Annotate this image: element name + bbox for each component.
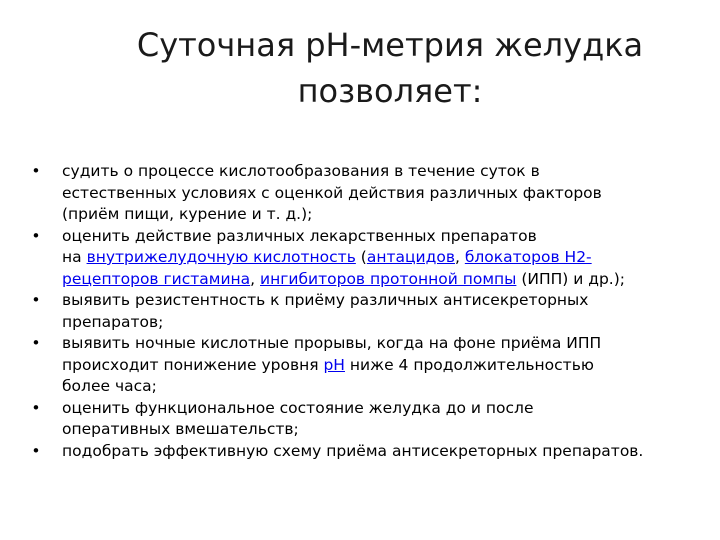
- text-segment: (: [355, 248, 367, 266]
- list-item-line: [62, 355, 720, 377]
- link-antacids[interactable]: антацидов: [366, 248, 455, 266]
- text-segment: ,: [250, 269, 261, 288]
- list-item-line: оценить действие различных лекарственных препаратов: [62, 226, 537, 245]
- list-item-line: препаратов;: [62, 312, 164, 331]
- list-item-line: выявить резистентность к приёму различных антисекреторных: [62, 291, 589, 309]
- list-item: [30, 290, 720, 333]
- text-segment: (ИПП) и др.);: [516, 269, 625, 288]
- link-h2-blockers[interactable]: блокаторов Н2-: [464, 248, 592, 266]
- list-item: [30, 398, 720, 441]
- list-item: [30, 161, 720, 226]
- list-item-line: судить о процессе кислотообразования в течение суток в: [62, 162, 540, 180]
- list-item: [30, 226, 720, 291]
- title-line-2: позволяет:: [297, 72, 483, 110]
- list-item-line: оценить функциональное состояние желудка до и после: [62, 398, 534, 417]
- text-segment: на: [62, 248, 87, 266]
- link-ph[interactable]: рН: [323, 355, 345, 374]
- list-item: [30, 441, 720, 463]
- list-item-line: подобрать эффективную схему приёма антисекреторных препаратов.: [62, 441, 644, 460]
- list-item: [30, 333, 720, 398]
- list-item-line: выявить ночные кислотные прорывы, когда на фоне приёма ИПП: [62, 334, 602, 352]
- bullet-dot: •: [31, 291, 41, 309]
- link-proton-pump-inhibitors[interactable]: ингибиторов протонной помпы: [260, 269, 517, 288]
- list-item-line: (приём пищи, курение и т. д.);: [62, 205, 313, 223]
- text-segment: ,: [454, 248, 465, 266]
- slide-title: [60, 22, 720, 114]
- text-segment: ниже 4 продолжительностью: [344, 355, 594, 374]
- list-item-line: оперативных вмешательств;: [62, 420, 299, 438]
- bullet-dot: •: [31, 226, 41, 245]
- list-item-line: [62, 269, 720, 291]
- link-intragastric-acidity[interactable]: внутрижелудочную кислотность: [86, 248, 356, 266]
- bullet-dot: •: [31, 334, 41, 352]
- list-item-line: более часа;: [62, 377, 157, 395]
- text-segment: происходит понижение уровня: [62, 355, 324, 374]
- list-item-line: естественных условиях с оценкой действия различных факторов: [62, 183, 602, 202]
- link-h2-blockers-continued[interactable]: рецепторов гистамина: [62, 269, 251, 288]
- list-item-line: [62, 247, 720, 269]
- bullet-dot: •: [31, 162, 41, 180]
- bullet-list: [30, 161, 720, 462]
- title-line-1: Суточная pH-метрия желудка: [136, 26, 644, 64]
- bullet-dot: •: [31, 441, 41, 460]
- bullet-dot: •: [31, 398, 41, 417]
